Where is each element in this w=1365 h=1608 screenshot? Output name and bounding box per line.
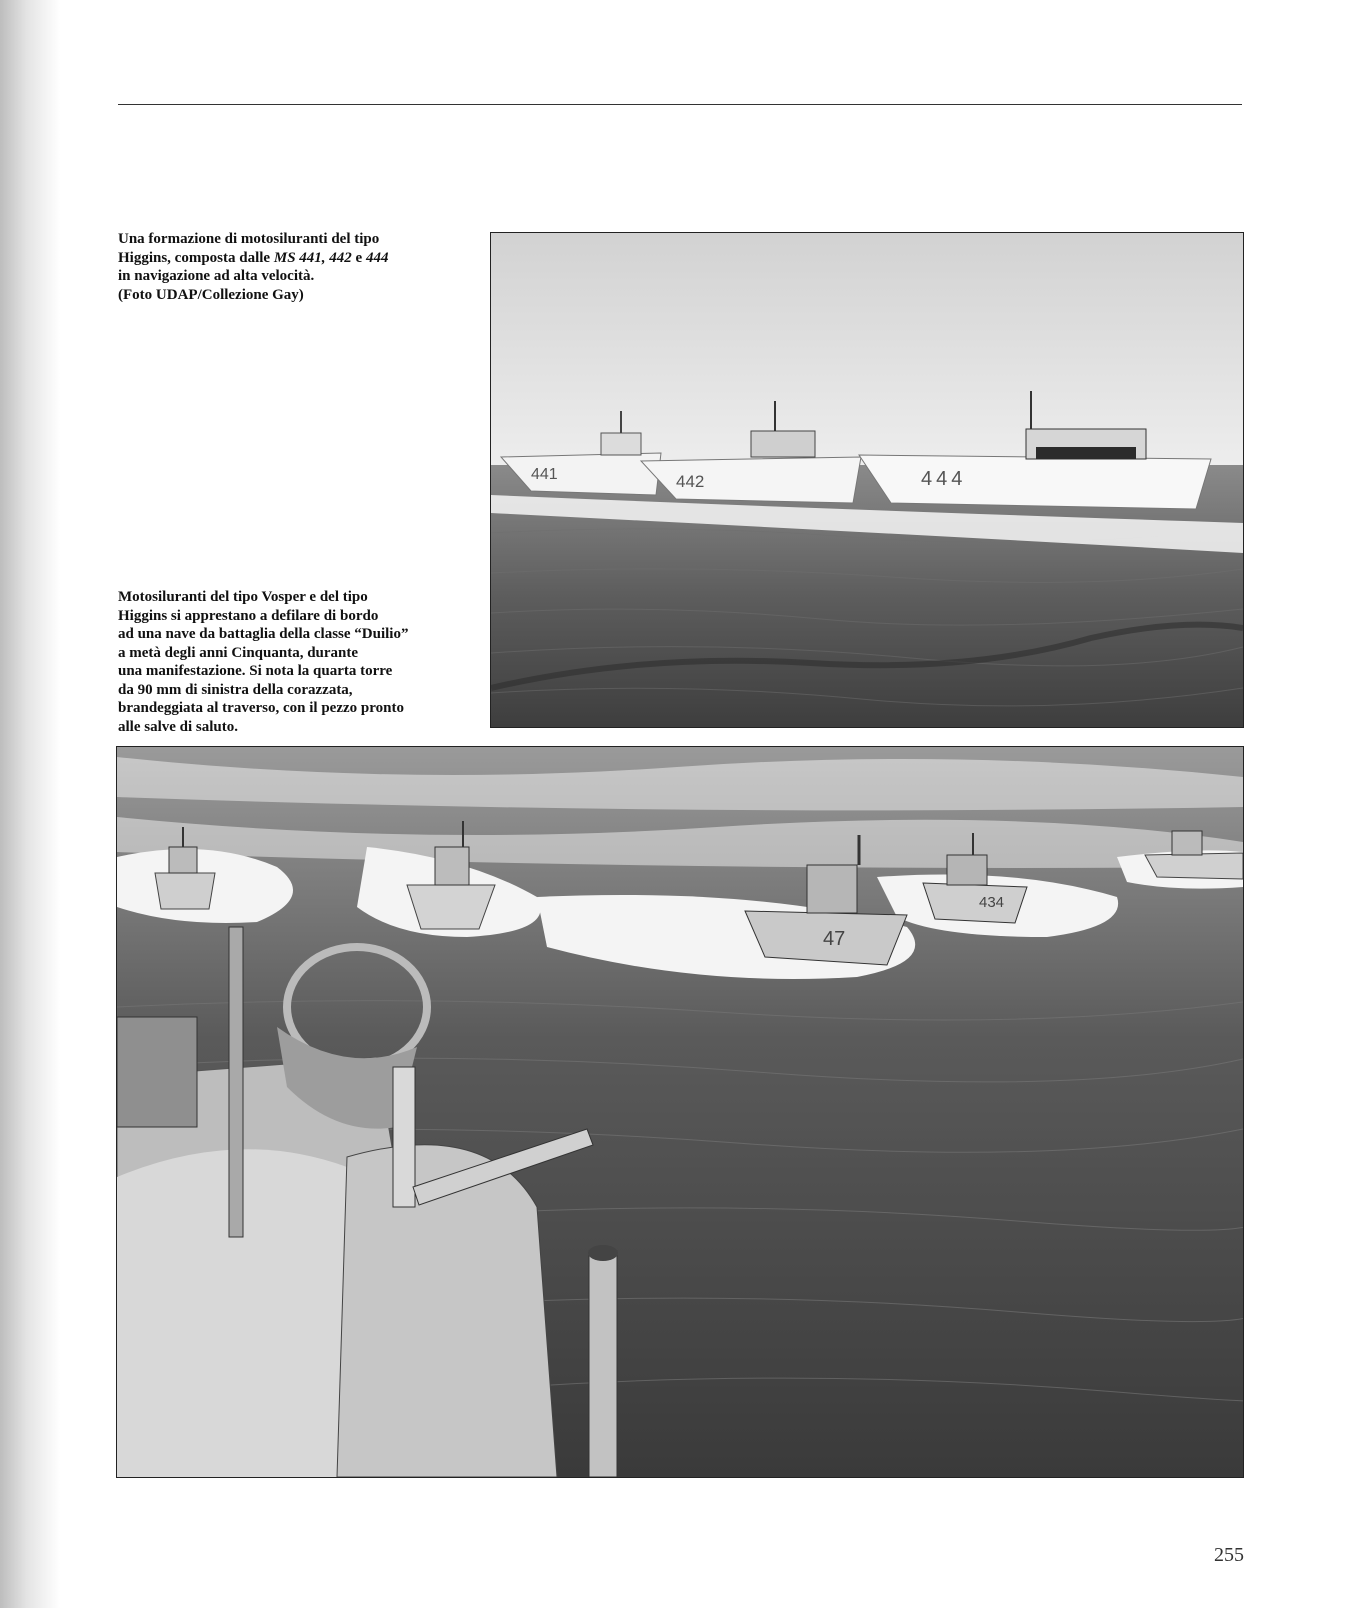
caption-line: Motosiluranti del tipo Vosper e del tipo bbox=[118, 589, 368, 605]
caption-line: in navigazione ad alta velocità. bbox=[118, 268, 315, 284]
caption-text: e bbox=[355, 249, 363, 266]
caption-line: da 90 mm di sinistra della corazzata, bbox=[118, 681, 353, 698]
page-number: 255 bbox=[1214, 1544, 1244, 1566]
photo-higgins-formation-image bbox=[491, 233, 1243, 727]
hull-number: 434 bbox=[979, 894, 1005, 911]
caption-line bbox=[118, 249, 478, 268]
caption-line: Higgins si apprestano a defilare di bordo bbox=[118, 607, 379, 624]
hull-number: 444 bbox=[921, 468, 967, 490]
header-rule bbox=[118, 104, 1242, 105]
photo-duilio-parade bbox=[116, 746, 1244, 1478]
caption-line: una manifestazione. Si nota la quarta torre bbox=[118, 663, 393, 679]
caption-vosper-higgins-parade bbox=[118, 588, 478, 736]
caption-line: Una formazione di motosiluranti del tipo bbox=[118, 231, 380, 247]
hull-number: 441 bbox=[531, 466, 558, 483]
caption-line: ad una nave da battaglia della classe “Duilio” bbox=[118, 626, 409, 642]
caption-boat-numbers: MS 441, 442 bbox=[273, 249, 352, 266]
photo-duilio-parade-image bbox=[117, 747, 1243, 1477]
hull-number: 442 bbox=[676, 472, 705, 491]
caption-boat-numbers: 444 bbox=[365, 249, 389, 266]
binding-shadow bbox=[0, 0, 60, 1608]
caption-line: a metà degli anni Cinquanta, durante bbox=[118, 644, 359, 661]
caption-line: (Foto UDAP/Collezione Gay) bbox=[118, 286, 304, 303]
photo-higgins-formation bbox=[490, 232, 1244, 728]
caption-text: Higgins, composta dalle bbox=[118, 249, 271, 266]
hull-number: 47 bbox=[823, 928, 846, 950]
caption-line: alle salve di saluto. bbox=[118, 718, 239, 735]
caption-higgins-formation bbox=[118, 230, 478, 304]
caption-line: brandeggiata al traverso, con il pezzo pronto bbox=[118, 700, 404, 716]
